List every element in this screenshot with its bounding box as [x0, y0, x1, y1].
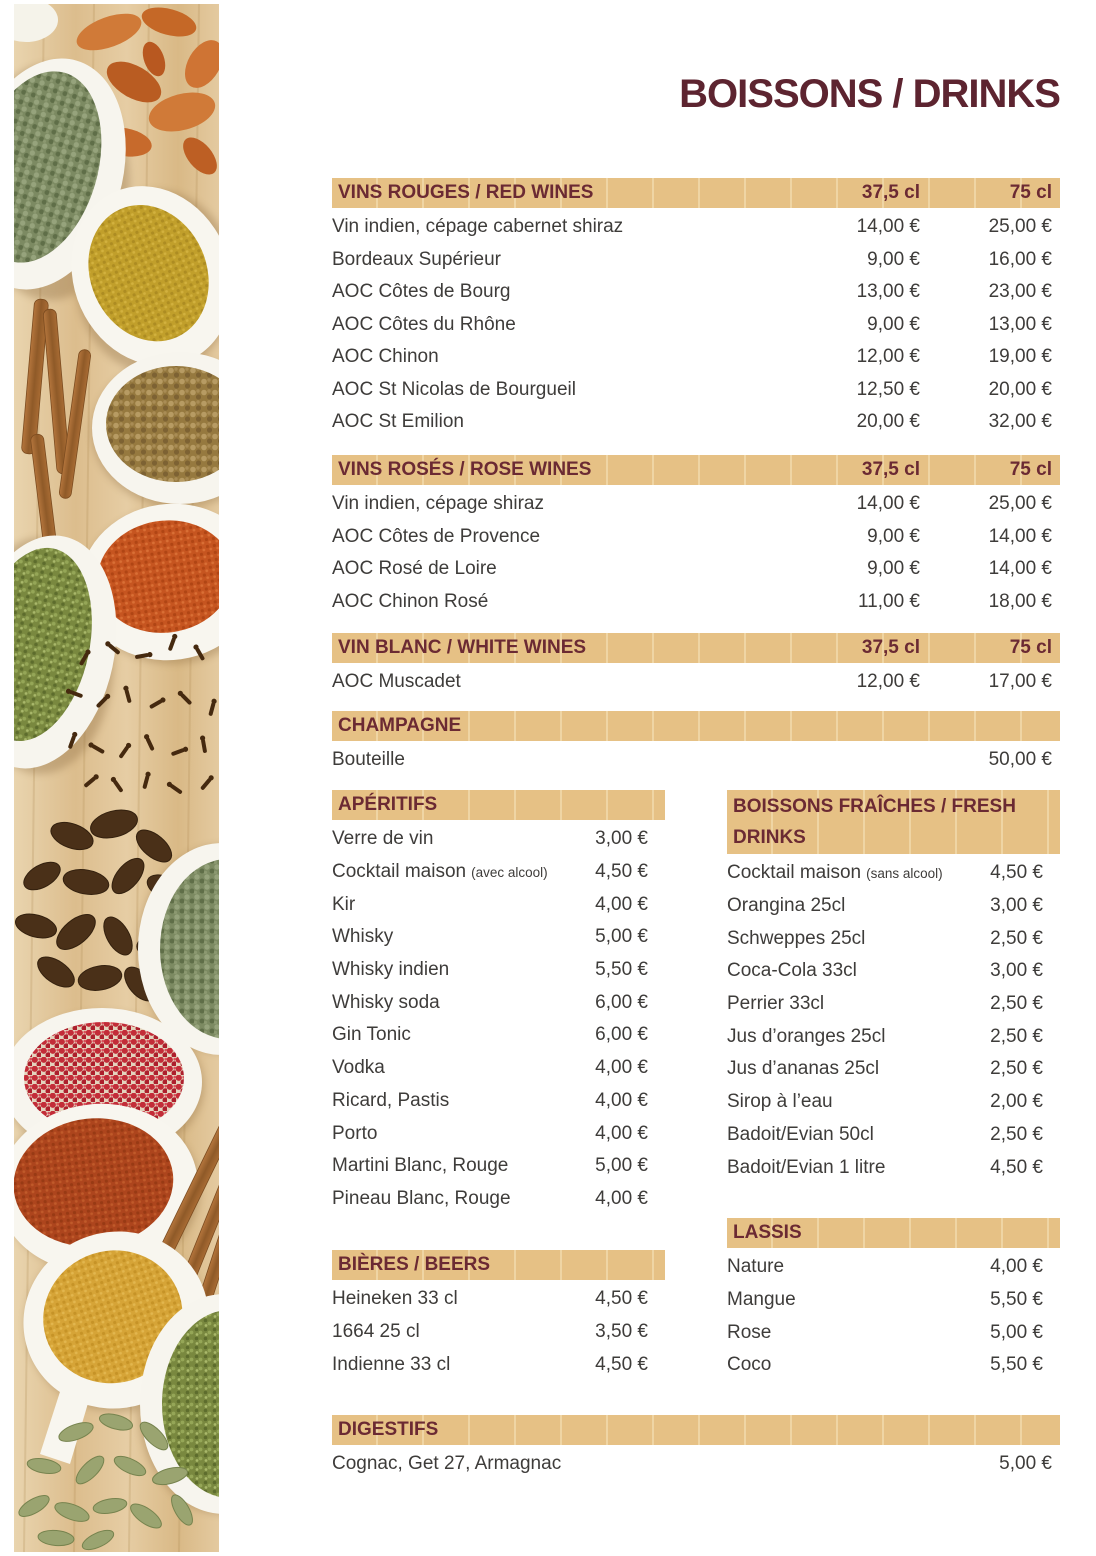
section-fresh-drinks — [727, 790, 1060, 1184]
menu-item-row — [727, 1251, 1060, 1284]
item-price: 3,00 € — [595, 828, 648, 850]
item-name: Indienne 33 cl — [332, 1353, 451, 1375]
spices-photo — [14, 4, 219, 1552]
item-name: Kir — [332, 893, 356, 915]
menu-item-row — [332, 1085, 665, 1118]
menu-item-row — [727, 955, 1060, 988]
item-price: 5,00 € — [595, 926, 648, 948]
menu-item-row — [727, 1151, 1060, 1184]
item-name: Jus d’ananas 25cl — [727, 1058, 880, 1080]
menu-item-row — [332, 276, 1060, 309]
item-price-75cl: 50,00 € — [988, 749, 1052, 771]
item-price-75cl: 25,00 € — [988, 216, 1052, 238]
menu-item-row — [332, 586, 1060, 619]
fresh-drinks-header — [727, 790, 1060, 854]
item-price-75cl: 17,00 € — [988, 671, 1052, 693]
item-name: AOC St Emilion — [332, 411, 464, 433]
item-price-75cl: 18,00 € — [988, 590, 1052, 612]
menu-item-row — [332, 666, 1060, 699]
item-price: 2,00 € — [990, 1091, 1043, 1113]
item-name: Nature — [727, 1256, 785, 1278]
fresh-drinks-title: BOISSONS FRAÎCHES / FRESH DRINKS — [733, 796, 1016, 848]
menu-item-row — [332, 1183, 665, 1216]
item-price: 4,00 € — [595, 1187, 648, 1209]
red-wines-title: VINS ROUGES / RED WINES — [338, 182, 594, 203]
item-name: Whisky indien — [332, 959, 450, 981]
rose-wines-title: VINS ROSÉS / ROSE WINES — [338, 459, 592, 480]
white-wines-rows — [332, 666, 1060, 699]
item-price: 4,00 € — [595, 1122, 648, 1144]
item-name: AOC Rosé de Loire — [332, 558, 497, 580]
item-price: 4,50 € — [990, 1156, 1043, 1178]
fresh-drinks-rows — [727, 857, 1060, 1184]
item-price: 5,50 € — [990, 1354, 1043, 1376]
item-note: (avec alcool) — [471, 865, 548, 881]
beers-title: BIÈRES / BEERS — [338, 1254, 491, 1275]
item-name: Vodka — [332, 1057, 385, 1079]
menu-item-row — [332, 921, 665, 954]
menu-item-row — [332, 1283, 665, 1316]
item-price: 3,00 € — [990, 895, 1043, 917]
white-wines-title: VIN BLANC / WHITE WINES — [338, 637, 587, 658]
item-price-375cl: 12,00 € — [856, 346, 920, 368]
item-price-75cl: 16,00 € — [988, 248, 1052, 270]
item-price-375cl: 20,00 € — [856, 411, 920, 433]
item-name: Badoit/Evian 1 litre — [727, 1156, 886, 1178]
menu-item-row — [332, 309, 1060, 342]
item-name: AOC Côtes de Provence — [332, 525, 541, 547]
menu-item-row — [727, 988, 1060, 1021]
menu-item-row — [332, 1052, 665, 1085]
column-75cl-label: 75 cl — [1009, 459, 1052, 480]
column-75cl-label: 75 cl — [1009, 182, 1052, 203]
menu-item-row — [332, 1117, 665, 1150]
menu-item-row — [332, 856, 665, 889]
item-price: 5,50 € — [595, 959, 648, 981]
item-name: AOC Muscadet — [332, 671, 461, 693]
menu-item-row — [332, 954, 665, 987]
menu-item-row — [727, 922, 1060, 955]
section-digestifs — [332, 1415, 1060, 1481]
item-price-375cl: 14,00 € — [856, 216, 920, 238]
item-name: Bouteille — [332, 749, 405, 771]
menu-item-row — [332, 521, 1060, 554]
item-name: 1664 25 cl — [332, 1321, 420, 1343]
item-price: 4,50 € — [595, 1288, 648, 1310]
lassis-rows — [727, 1251, 1060, 1382]
item-name: Cocktail maison (avec alcool) — [332, 861, 548, 883]
item-price-375cl: 9,00 € — [867, 313, 920, 335]
aperitifs-header — [332, 790, 665, 820]
item-name: Rose — [727, 1321, 772, 1343]
menu-item-row — [727, 1053, 1060, 1086]
item-price: 6,00 € — [595, 1024, 648, 1046]
menu-item-row — [332, 1150, 665, 1183]
aperitifs-title: APÉRITIFS — [338, 794, 438, 815]
rose-wines-rows — [332, 488, 1060, 618]
champagne-header — [332, 711, 1060, 741]
item-price-75cl: 19,00 € — [988, 346, 1052, 368]
menu-item-row — [332, 744, 1060, 777]
rose-wines-header — [332, 455, 1060, 485]
lassis-title: LASSIS — [733, 1222, 802, 1243]
menu-item-row — [332, 986, 665, 1019]
item-price: 3,00 € — [990, 960, 1043, 982]
item-price: 4,00 € — [595, 1057, 648, 1079]
item-price-375cl: 11,00 € — [858, 590, 920, 612]
item-price-375cl: 12,50 € — [856, 378, 920, 400]
item-price-75cl: 14,00 € — [988, 558, 1052, 580]
menu-item-row — [727, 1020, 1060, 1053]
menu-item-row — [332, 888, 665, 921]
column-375cl-label: 37,5 cl — [861, 182, 920, 203]
item-name: Schweppes 25cl — [727, 927, 866, 949]
section-rose-wines — [332, 455, 1060, 618]
item-name: Gin Tonic — [332, 1024, 411, 1046]
item-name: Porto — [332, 1122, 378, 1144]
item-name: Bordeaux Supérieur — [332, 248, 501, 270]
item-price-75cl: 23,00 € — [988, 281, 1052, 303]
item-name: Heineken 33 cl — [332, 1288, 458, 1310]
digestifs-rows — [332, 1448, 1060, 1481]
menu-item-row — [332, 374, 1060, 407]
item-price: 4,50 € — [595, 861, 648, 883]
item-name: AOC Chinon — [332, 346, 439, 368]
item-price-75cl: 20,00 € — [988, 378, 1052, 400]
item-price-375cl: 14,00 € — [856, 493, 920, 515]
champagne-title: CHAMPAGNE — [338, 715, 462, 736]
lassis-header — [727, 1218, 1060, 1248]
item-name: AOC Côtes du Rhône — [332, 313, 516, 335]
item-price-75cl: 25,00 € — [988, 493, 1052, 515]
section-white-wines — [332, 633, 1060, 699]
item-name: Coca-Cola 33cl — [727, 960, 857, 982]
item-price-75cl: 14,00 € — [988, 525, 1052, 547]
item-name: Orangina 25cl — [727, 895, 846, 917]
item-price: 2,50 € — [990, 1058, 1043, 1080]
item-name: Vin indien, cépage shiraz — [332, 493, 544, 515]
item-name: Mangue — [727, 1289, 796, 1311]
item-price-375cl: 9,00 € — [867, 525, 920, 547]
menu-item-row — [727, 1284, 1060, 1317]
item-note: (sans alcool) — [866, 866, 943, 882]
item-name: Pineau Blanc, Rouge — [332, 1187, 511, 1209]
item-price-75cl: 32,00 € — [988, 411, 1052, 433]
menu-item-row — [332, 406, 1060, 439]
item-name: Perrier 33cl — [727, 993, 825, 1015]
item-price: 4,00 € — [990, 1256, 1043, 1278]
menu-item-row — [332, 1448, 1060, 1481]
beers-rows — [332, 1283, 665, 1381]
item-name: Martini Blanc, Rouge — [332, 1155, 509, 1177]
item-price: 3,50 € — [595, 1321, 648, 1343]
item-price-75cl: 13,00 € — [988, 313, 1052, 335]
menu-item-row — [727, 1316, 1060, 1349]
menu-item-row — [332, 244, 1060, 277]
digestifs-title: DIGESTIFS — [338, 1419, 439, 1440]
menu-item-row — [332, 553, 1060, 586]
item-name: Cognac, Get 27, Armagnac — [332, 1453, 562, 1475]
item-price-375cl: 12,00 € — [856, 671, 920, 693]
item-name: Cocktail maison (sans alcool) — [727, 862, 943, 884]
menu-item-row — [332, 211, 1060, 244]
section-aperitifs — [332, 790, 665, 1215]
item-price: 2,50 € — [990, 1025, 1043, 1047]
item-name: Jus d’oranges 25cl — [727, 1025, 886, 1047]
item-price: 4,00 € — [595, 893, 648, 915]
menu-item-row — [332, 488, 1060, 521]
item-price: 2,50 € — [990, 993, 1043, 1015]
aperitifs-rows — [332, 823, 665, 1215]
item-price: 4,50 € — [990, 862, 1043, 884]
menu-item-row — [332, 1019, 665, 1052]
item-price-375cl: 9,00 € — [867, 558, 920, 580]
item-name: Verre de vin — [332, 828, 434, 850]
item-price: 6,00 € — [595, 991, 648, 1013]
item-name: Badoit/Evian 50cl — [727, 1123, 874, 1145]
menu-item-row — [332, 1348, 665, 1381]
item-price: 2,50 € — [990, 927, 1043, 949]
menu-item-row — [727, 857, 1060, 890]
section-champagne — [332, 711, 1060, 777]
red-wines-header — [332, 178, 1060, 208]
menu-item-row — [727, 1349, 1060, 1382]
item-name: Ricard, Pastis — [332, 1089, 450, 1111]
item-name: Coco — [727, 1354, 772, 1376]
digestifs-header — [332, 1415, 1060, 1445]
item-price: 4,00 € — [595, 1089, 648, 1111]
menu-item-row — [727, 1119, 1060, 1152]
item-price-75cl: 5,00 € — [999, 1453, 1052, 1475]
column-75cl-label: 75 cl — [1009, 637, 1052, 658]
section-red-wines — [332, 178, 1060, 439]
item-name: AOC Côtes de Bourg — [332, 281, 511, 303]
item-price: 5,00 € — [990, 1321, 1043, 1343]
white-wines-header — [332, 633, 1060, 663]
champagne-rows — [332, 744, 1060, 777]
menu-item-row — [727, 890, 1060, 923]
column-375cl-label: 37,5 cl — [861, 637, 920, 658]
item-price: 4,50 € — [595, 1353, 648, 1375]
menu-item-row — [727, 1086, 1060, 1119]
column-375cl-label: 37,5 cl — [861, 459, 920, 480]
menu-item-row — [332, 341, 1060, 374]
item-name: Vin indien, cépage cabernet shiraz — [332, 216, 624, 238]
page-title: BOISSONS / DRINKS — [679, 72, 1060, 116]
section-beers — [332, 1250, 665, 1381]
menu-item-row — [332, 823, 665, 856]
red-wines-rows — [332, 211, 1060, 439]
item-price: 5,50 € — [990, 1289, 1043, 1311]
beers-header — [332, 1250, 665, 1280]
item-price: 5,00 € — [595, 1155, 648, 1177]
item-name: AOC St Nicolas de Bourgueil — [332, 378, 576, 400]
menu-item-row — [332, 1316, 665, 1349]
item-name: Sirop à l’eau — [727, 1091, 833, 1113]
item-price: 2,50 € — [990, 1123, 1043, 1145]
item-price-375cl: 13,00 € — [856, 281, 920, 303]
item-name: Whisky soda — [332, 991, 440, 1013]
item-name: Whisky — [332, 926, 394, 948]
section-lassis — [727, 1218, 1060, 1382]
item-name: AOC Chinon Rosé — [332, 590, 489, 612]
item-price-375cl: 9,00 € — [867, 248, 920, 270]
